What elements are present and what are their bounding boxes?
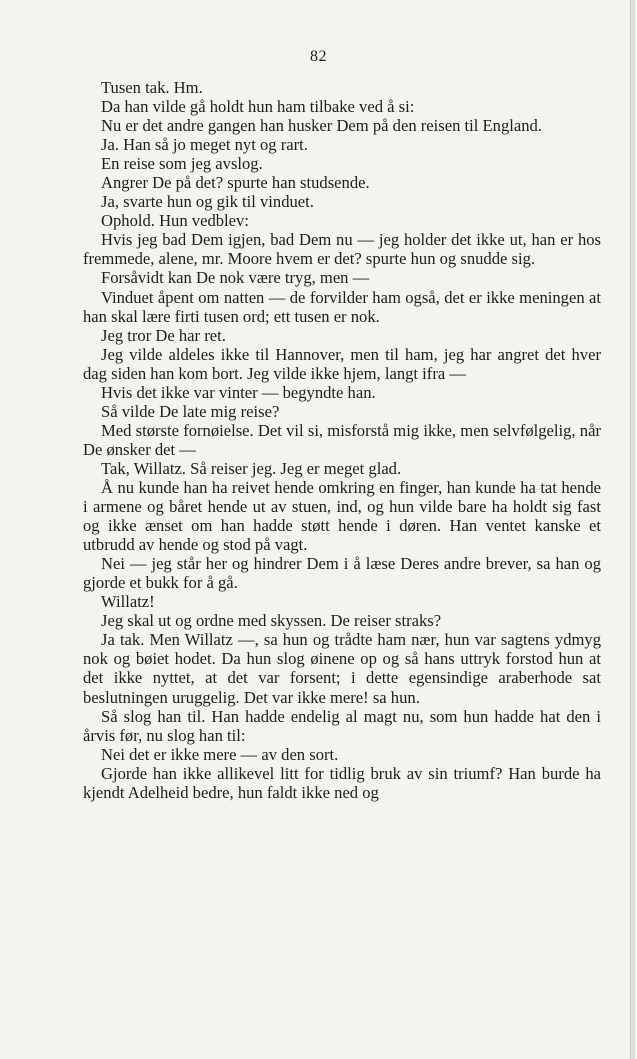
paragraph: Jeg vilde aldeles ikke til Hannover, men til ham, jeg har angret det hver dag siden han kom bort. Jeg vilde ikke hjem, langt ifra —	[83, 344, 601, 383]
paragraph: Ja, svarte hun og gik til vinduet.	[101, 192, 314, 212]
paragraph: Ja. Han så jo meget nyt og rart.	[101, 135, 308, 155]
paragraph: Angrer De på det? spurte han studsende.	[101, 173, 370, 193]
paragraph: Willatz!	[101, 592, 155, 612]
paragraph: Ophold. Hun vedblev:	[101, 211, 249, 231]
paragraph: Så vilde De late mig reise?	[101, 401, 280, 421]
paragraph: En reise som jeg avslog.	[101, 154, 263, 174]
paragraph: Jeg skal ut og ordne med skyssen. De reiser straks?	[101, 611, 442, 631]
paragraph: Tak, Willatz. Så reiser jeg. Jeg er meget glad.	[101, 458, 402, 478]
paragraph: Så slog han til. Han hadde endelig al magt nu, som hun hadde hat den i årvis før, nu slog han til:	[83, 706, 601, 745]
paragraph: Vinduet åpent om natten — de forvilder ham også, det er ikke meningen at han skal lære firti tusen ord; ett tusen er nok.	[83, 287, 601, 326]
paragraph: Med største fornøielse. Det vil si, misforstå mig ikke, men selvfølgelig, når De ønsker det —	[83, 420, 601, 459]
paragraph: Tusen tak. Hm.	[101, 78, 203, 97]
page-edge	[630, 0, 637, 1059]
paragraph: Å nu kunde han ha reivet hende omkring en finger, han kunde ha tat hende i armene og båret hende ut av stuen, ind, og hun vilde bare ha holdt sig fast og ikke ænset om han hadde støtt hende i døren. Han ventet kanske et utbrudd av hende og stod på vagt.	[83, 477, 601, 555]
paragraph: Nei det er ikke mere — av den sort.	[101, 744, 339, 764]
paragraph: Da han vilde gå holdt hun ham tilbake ved å si:	[101, 97, 415, 117]
paragraph: Gjorde han ikke allikevel litt for tidlig bruk av sin triumf? Han burde ha kjendt Adelheid bedre, hun faldt ikke ned og	[83, 763, 601, 802]
paragraph: Hvis det ikke var vinter — begyndte han.	[101, 382, 376, 402]
page-number: 82	[310, 48, 327, 65]
paragraph: Nei — jeg står her og hindrer Dem i å læse Deres andre brever, sa han og gjorde et bukk for å gå.	[83, 554, 601, 593]
paragraph: Jeg tror De har ret.	[101, 325, 226, 345]
body-text	[83, 78, 601, 802]
paragraph: Hvis jeg bad Dem igjen, bad Dem nu — jeg holder det ikke ut, han er hos fremmede, alene, mr. Moore hvem er det? spurte hun og snudde sig.	[83, 230, 601, 269]
paragraph: Ja tak. Men Willatz —, sa hun og trådte ham nær, hun var sagtens ydmyg nok og bøiet hodet. Da hun slog øinene op og så hans uttryk forstod hun at det ikke nyttet, at det var forsent; i dette egensindige araberhode sat beslutningen uruggelig. Det var ikke mere! sa hun.	[83, 630, 601, 707]
paragraph: Forsåvidt kan De nok være tryg, men —	[101, 268, 370, 288]
paragraph: Nu er det andre gangen han husker Dem på den reisen til England.	[101, 116, 542, 136]
